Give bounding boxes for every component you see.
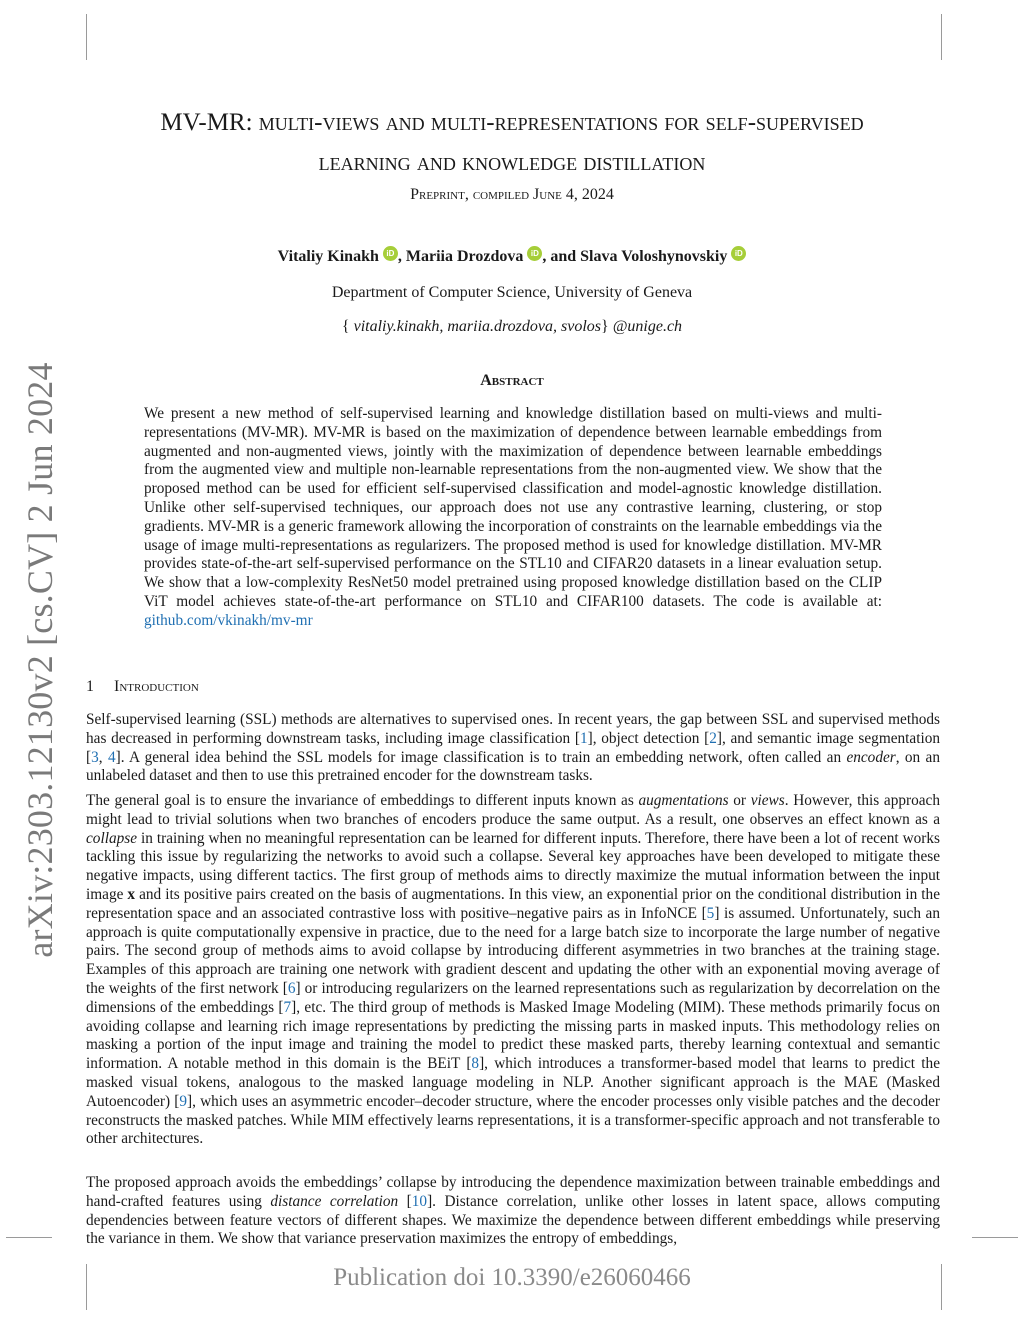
section-number: 1 <box>86 678 94 695</box>
author-kinakh: Vitaliy Kinakh <box>277 248 379 265</box>
citation-link[interactable]: 6 <box>287 979 296 997</box>
email-domain: @unige.ch <box>612 318 683 335</box>
author-emails <box>0 318 1024 336</box>
crop-mark-top-left <box>86 14 87 60</box>
email-brace-close: } <box>601 318 613 335</box>
section-heading <box>86 678 199 696</box>
github-link[interactable]: github.com/vkinakh/mv-mr <box>144 611 313 629</box>
title-line-2: learning and knowledge distillation <box>318 149 706 176</box>
citation-link[interactable]: 7 <box>283 998 292 1016</box>
crop-mark-top-right <box>941 14 942 60</box>
crop-mark-right-mid <box>972 1237 1018 1238</box>
orcid-icon[interactable]: iD <box>527 246 542 261</box>
arxiv-identifier: arXiv:2303.12130v2 [cs.CV] 2 Jun 2024 <box>20 362 60 958</box>
preprint-line: Preprint, compiled June 4, 2024 <box>410 186 614 203</box>
paragraph-2: The general goal is to ensure the invariance of embeddings to different inputs known as augmentations or views. However, this approach might lead to trivial solutions when two branches of encoders produce the same output. As a result, one observes an effect known as a collapse in training when no meaningful representation can be learned for different inputs. Therefore, there have been a lot of recent works tackling this issue by regularizing the networks to avoid such a collapse. Several key approaches have been developed to mitigate these negative impacts, using different tactics. The first group of methods aims to directly maximize the mutual information between the input image x and its positive pairs created on the basis of augmentations. In this view, an exponential prior on the conditional distribution in the representation space and an associated contrastive loss with positive–negative pairs as in InfoNCE [5] is assumed. Unfortunately, such an approach is quite computationally expensive in practice, due to the need for a large batch size to incorporate the large number of negative pairs. The second group of methods aims to avoid collapse by introducing different asymmetries in two branches at the training stage. Examples of this approach are training one network with gradient descent and updating the other with an exponential moving average of the weights of the first network [6] or introducing regularizers on the learned representations such as regularization by decorrelation on the dimensions of the embeddings [7], etc. The third group of methods is Masked Image Modeling (MIM). These methods primarily focus on avoiding collapse and learning rich image representations by predicting the missing parts in masked inputs. This methodology relies on masking a portion of the input image and training the model to predict these masked parts, thereby learning contextual and semantic information. A notable method in this domain is the BEiT [8], which introduces a transformer-based model that learns to predict the masked visual tokens, analogous to the masked language modeling in NLP. Another significant approach is the MAE (Masked Autoencoder) [9], which uses an asymmetric encoder–decoder structure, where the encoder processes only visible patches and the decoder reconstructs the masked patches. While MIM effectively learns representations, it is a transformer-specific approach and not transferable to other architectures. <box>86 792 941 1148</box>
citation-link[interactable]: 5 <box>706 904 715 922</box>
citation-link[interactable]: 8 <box>471 1055 480 1073</box>
author-list <box>0 246 1024 266</box>
section-title: Introduction <box>114 678 199 695</box>
arxiv-sidebar <box>0 360 80 960</box>
citation-link[interactable]: 4 <box>107 748 116 766</box>
citation-link[interactable]: 10 <box>411 1192 428 1210</box>
email-brace-open: { <box>341 318 354 335</box>
abstract-text: We present a new method of self-supervised learning and knowledge distillation based on multi-views and multi-representations (MV-MR). MV-MR is based on the maximization of dependence between learnable embeddings from augmented and non-augmented views, jointly with the maximization of dependence between learnable embeddings from the augmented view and multiple non-learnable representations from the non-augmented view. We show that the proposed method can be used for efficient self-supervised classification and model-agnostic knowledge distillation. Unlike other self-supervised techniques, our approach does not use any contrastive learning, clustering, or stop gradients. MV-MR is a generic framework allowing the incorporation of constraints on the learnable embeddings via the usage of image multi-representations as regularizers. The proposed method is used for knowledge distillation. MV-MR provides state-of-the-art self-supervised performance on the STL10 and CIFAR20 datasets in a linear evaluation setup. We show that a low-complexity ResNet50 model pretrained using proposed knowledge distillation based on the CLIP ViT model achieves state-of-the-art performance on STL10 and CIFAR100 datasets. The code is available at: <box>144 405 882 610</box>
author-drozdova: , Mariia Drozdova <box>397 248 524 265</box>
crop-mark-left-mid <box>6 1237 52 1238</box>
title-line-1: MV-MR: multi-views and multi-representations for self-supervised <box>160 109 864 136</box>
abstract-heading: Abstract <box>480 372 544 389</box>
author-voloshynovskiy: , and Slava Voloshynovskiy <box>542 248 728 265</box>
citation-link[interactable]: 1 <box>579 729 588 747</box>
citation-link[interactable]: 3 <box>91 748 99 766</box>
publication-doi: Publication doi 10.3390/e26060466 <box>333 1264 691 1291</box>
orcid-icon[interactable]: iD <box>731 246 746 261</box>
email-names: vitaliy.kinakh, mariia.drozdova, svolos <box>353 318 601 335</box>
citation-link[interactable]: 2 <box>709 729 717 747</box>
affiliation: Department of Computer Science, University of Geneva <box>331 284 693 301</box>
citation-link[interactable]: 9 <box>179 1092 188 1110</box>
orcid-icon[interactable]: iD <box>383 246 398 261</box>
abstract-body <box>144 405 882 631</box>
paper-title <box>90 103 934 183</box>
paragraph-1: Self-supervised learning (SSL) methods are alternatives to supervised ones. In recent years, the gap between SSL and supervised methods has decreased in performing downstream tasks, including image classification [1], object detection [2], and semantic image segmentation [3, 4]. A general idea behind the SSL models for image classification is to train an embedding network, often called an encoder, on an unlabeled dataset and then to use this pretrained encoder for the downstream tasks. <box>86 711 940 785</box>
paragraph-3: The proposed approach avoids the embeddings’ collapse by introducing the dependence maximization between trainable embeddings and hand-crafted features using distance correlation [10]. Distance correlation, unlike other losses in latent space, allows computing dependencies between feature vectors of different shapes. We maximize the dependence between different embeddings while preserving the variance in them. We show that variance preservation maximizes the entropy of embeddings, <box>86 1174 941 1248</box>
